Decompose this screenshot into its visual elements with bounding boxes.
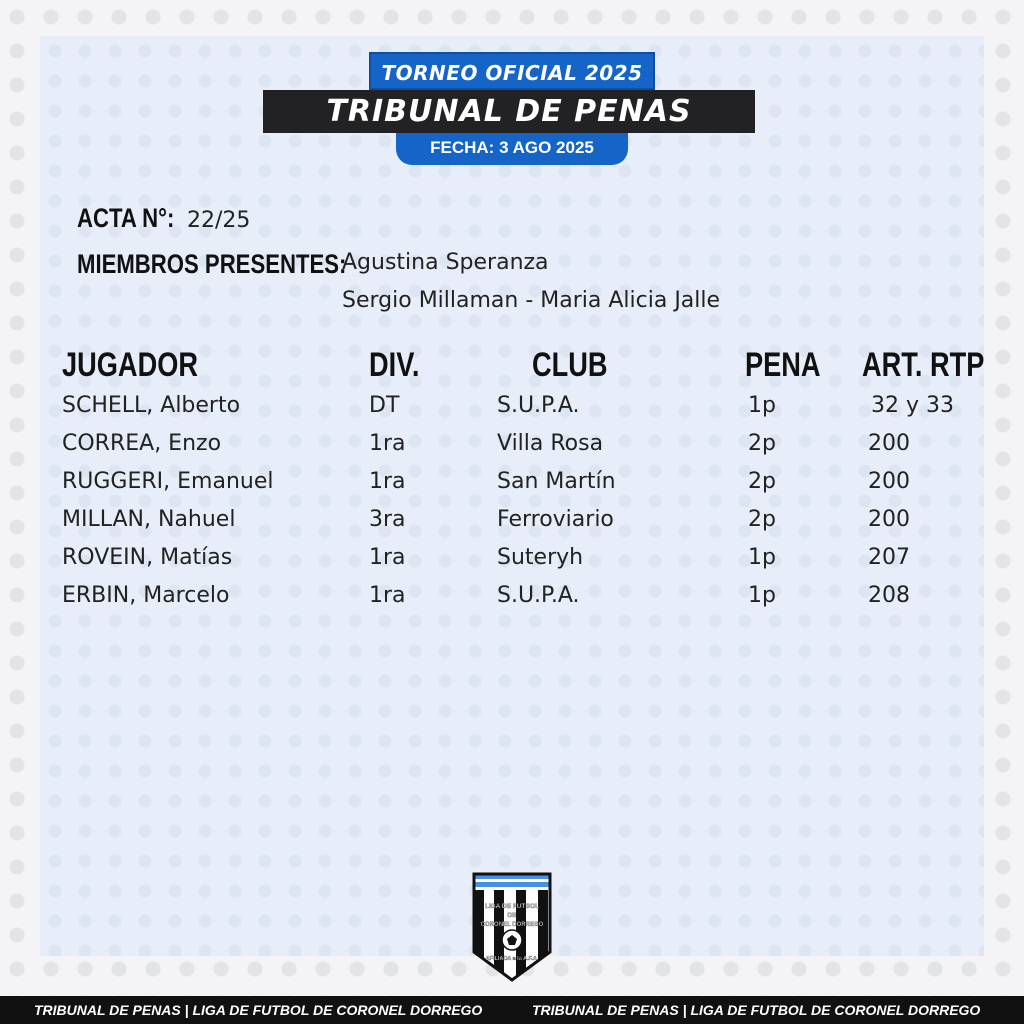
header-pena: PENA xyxy=(745,346,821,384)
cell-div: DT xyxy=(369,393,400,418)
cell-club: San Martín xyxy=(497,469,616,494)
cell-jugador: SCHELL, Alberto xyxy=(62,393,241,418)
miembros-line-1: Agustina Speranza xyxy=(342,250,549,275)
cell-div: 1ra xyxy=(369,545,406,570)
cell-art: 208 xyxy=(868,583,910,608)
table-row xyxy=(0,501,1024,539)
miembros-line-2: Sergio Millaman - Maria Alicia Jalle xyxy=(342,288,721,313)
page-title: TRIBUNAL DE PENAS xyxy=(263,90,755,133)
cell-jugador: ERBIN, Marcelo xyxy=(62,583,230,608)
tournament-banner: TORNEO OFICIAL 2025 xyxy=(369,52,655,90)
cell-art: 200 xyxy=(868,507,910,532)
header-div: DIV. xyxy=(369,346,420,384)
cell-art: 200 xyxy=(868,431,910,456)
cell-pena: 2p xyxy=(748,507,776,532)
cell-div: 1ra xyxy=(369,469,406,494)
cell-club: S.U.P.A. xyxy=(497,583,580,608)
cell-div: 1ra xyxy=(369,583,406,608)
cell-art: 200 xyxy=(868,469,910,494)
header-art-rtp: ART. RTP xyxy=(862,346,985,384)
cell-pena: 2p xyxy=(748,469,776,494)
logo-line-4: AFILIADA a la A.F.A. xyxy=(485,956,539,962)
table-row xyxy=(0,577,1024,615)
logo-line-2: DE xyxy=(507,912,517,919)
miembros-label: MIEMBROS PRESENTES: xyxy=(77,249,347,279)
cell-div: 3ra xyxy=(369,507,406,532)
cell-jugador: ROVEIN, Matías xyxy=(62,545,233,570)
league-crest-logo xyxy=(472,872,552,982)
footer-text-left: TRIBUNAL DE PENAS | LIGA DE FUTBOL DE CORONEL DORREGO xyxy=(34,1002,483,1018)
cell-pena: 1p xyxy=(748,393,776,418)
table-row xyxy=(0,463,1024,501)
acta-value: 22/25 xyxy=(187,208,251,233)
footer-text-right: TRIBUNAL DE PENAS | LIGA DE FUTBOL DE CORONEL DORREGO xyxy=(532,1002,981,1018)
cell-art: 32 y 33 xyxy=(871,393,954,418)
cell-pena: 1p xyxy=(748,545,776,570)
date-badge: FECHA: 3 AGO 2025 xyxy=(396,133,628,165)
table-row xyxy=(0,539,1024,577)
cell-jugador: MILLAN, Nahuel xyxy=(62,507,236,532)
cell-club: S.U.P.A. xyxy=(497,393,580,418)
cell-jugador: RUGGERI, Emanuel xyxy=(62,469,274,494)
cell-club: Villa Rosa xyxy=(497,431,604,456)
table-row xyxy=(0,387,1024,425)
logo-line-3: CORONEL DORREGO xyxy=(480,922,544,928)
cell-jugador: CORREA, Enzo xyxy=(62,431,222,456)
logo-line-1: LIGA DE FUTBOL xyxy=(484,903,540,910)
table-row xyxy=(0,425,1024,463)
cell-club: Ferroviario xyxy=(497,507,614,532)
cell-div: 1ra xyxy=(369,431,406,456)
cell-club: Suteryh xyxy=(497,545,584,570)
footer-bar xyxy=(0,996,1024,1024)
cell-pena: 2p xyxy=(748,431,776,456)
cell-art: 207 xyxy=(868,545,910,570)
cell-pena: 1p xyxy=(748,583,776,608)
header-club: CLUB xyxy=(532,346,608,384)
header-jugador: JUGADOR xyxy=(62,346,199,384)
acta-label: ACTA N°: xyxy=(77,203,175,233)
